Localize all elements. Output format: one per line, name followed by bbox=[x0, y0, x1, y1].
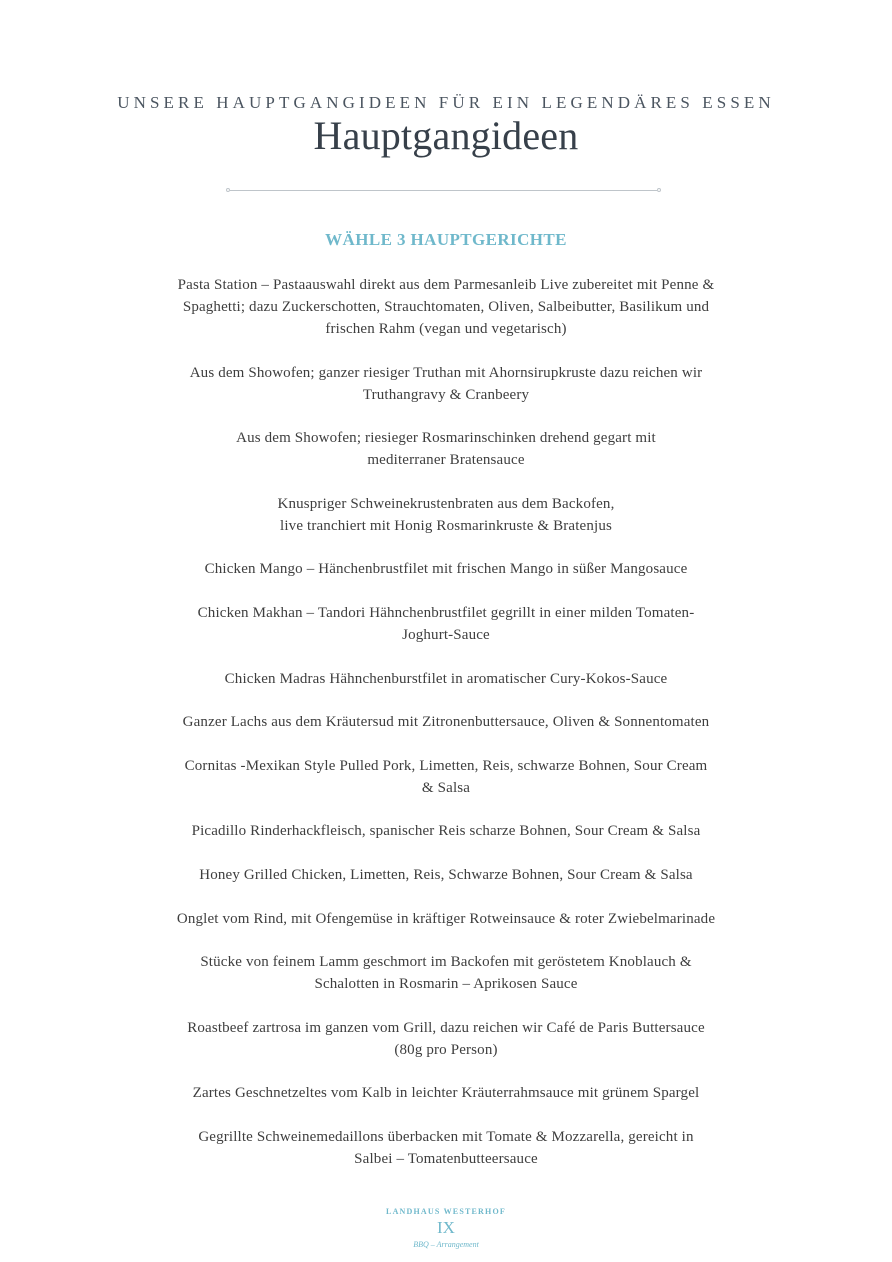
dish-item bbox=[130, 602, 762, 646]
dish-line: Picadillo Rinderhackfleisch, spanischer Reis scharze Bohnen, Sour Cream & Salsa bbox=[191, 823, 701, 840]
dish-line: Onglet vom Rind, mit Ofengemüse in kräftiger Rotweinsauce & roter Zwiebelmarinade bbox=[176, 910, 716, 927]
page-number: IX bbox=[437, 1218, 455, 1237]
dish-line: & Salsa bbox=[421, 779, 471, 796]
dish-item bbox=[130, 820, 762, 842]
dish-item bbox=[130, 1126, 762, 1170]
dish-item bbox=[130, 711, 762, 733]
dish-line: Schalotten in Rosmarin – Aprikosen Sauce bbox=[314, 976, 578, 993]
page-kicker: UNSERE HAUPTGANGIDEEN FÜR EIN LEGENDÄRES ESSEN bbox=[117, 93, 775, 112]
dish-line: Truthangravy & Cranbeery bbox=[362, 386, 530, 403]
dish-line: live tranchiert mit Honig Rosmarinkruste & Bratenjus bbox=[280, 517, 612, 534]
dish-line: Ganzer Lachs aus dem Kräutersud mit Zitronenbuttersauce, Oliven & Sonnentomaten bbox=[182, 714, 710, 731]
dish-item bbox=[130, 908, 762, 930]
dish-line: Spaghetti; dazu Zuckerschotten, Strauchtomaten, Oliven, Salbeibutter, Basilikum und bbox=[182, 299, 710, 315]
dish-item bbox=[130, 558, 762, 580]
dish-line: Gegrillte Schweinemedaillons überbacken mit Tomate & Mozzarella, gereicht in bbox=[198, 1128, 694, 1145]
dish-line: Zartes Geschnetzeltes vom Kalb in leichter Kräuterrahmsauce mit grünem Spargel bbox=[192, 1085, 700, 1102]
dish-item bbox=[130, 274, 762, 340]
page-title: Hauptgangideen bbox=[313, 113, 579, 158]
footer-subtitle: BBQ – Arrangement bbox=[413, 1240, 479, 1249]
dish-line: Roastbeef zartrosa im ganzen vom Grill, dazu reichen wir Café de Paris Buttersauce bbox=[187, 1019, 705, 1036]
dish-line: Stücke von feinem Lamm geschmort im Backofen mit geröstetem Knoblauch & bbox=[200, 954, 692, 971]
dish-line: Chicken Mango – Hänchenbrustfilet mit frischen Mango in süßer Mangosauce bbox=[204, 561, 688, 578]
dish-item bbox=[130, 1082, 762, 1104]
dish-item bbox=[130, 427, 762, 471]
dish-line: Chicken Madras Hähnchenburstfilet in aromatischer Cury-Kokos-Sauce bbox=[224, 670, 668, 687]
dish-line: Honey Grilled Chicken, Limetten, Reis, Schwarze Bohnen, Sour Cream & Salsa bbox=[199, 866, 693, 883]
dish-line: Aus dem Showofen; ganzer riesiger Truthan mit Ahornsirupkruste dazu reichen wir bbox=[189, 364, 703, 381]
dish-item bbox=[130, 668, 762, 690]
dish-line: Knuspriger Schweinekrustenbraten aus dem Backofen, bbox=[277, 495, 615, 512]
dish-line: Salbei – Tomatenbutteersauce bbox=[354, 1150, 538, 1167]
dish-item bbox=[130, 864, 762, 886]
dish-line: mediterraner Bratensauce bbox=[367, 452, 525, 469]
dish-item bbox=[130, 951, 762, 995]
dish-line: frischen Rahm (vegan und vegetarisch) bbox=[325, 321, 567, 337]
dish-item bbox=[130, 362, 762, 406]
dish-item bbox=[130, 755, 762, 799]
dish-item bbox=[130, 493, 762, 537]
dish-item bbox=[130, 1017, 762, 1061]
dish-line: (80g pro Person) bbox=[394, 1041, 498, 1058]
dish-list bbox=[130, 274, 762, 1192]
section-heading: WÄHLE 3 HAUPTGERICHTE bbox=[325, 230, 567, 249]
dish-line: Cornitas -Mexikan Style Pulled Pork, Limetten, Reis, schwarze Bohnen, Sour Cream bbox=[184, 757, 708, 774]
ornamental-divider bbox=[230, 190, 657, 191]
footer-brand: LANDHAUS WESTERHOF bbox=[386, 1207, 506, 1216]
dish-line: Aus dem Showofen; riesieger Rosmarinschinken drehend gegart mit bbox=[236, 430, 656, 447]
dish-line: Joghurt-Sauce bbox=[402, 626, 490, 643]
dish-line: Chicken Makhan – Tandori Hähnchenbrustfilet gegrillt in einer milden Tomaten- bbox=[197, 604, 695, 621]
dish-line: Pasta Station – Pastaauswahl direkt aus dem Parmesanleib Live zubereitet mit Penne & bbox=[177, 277, 715, 293]
